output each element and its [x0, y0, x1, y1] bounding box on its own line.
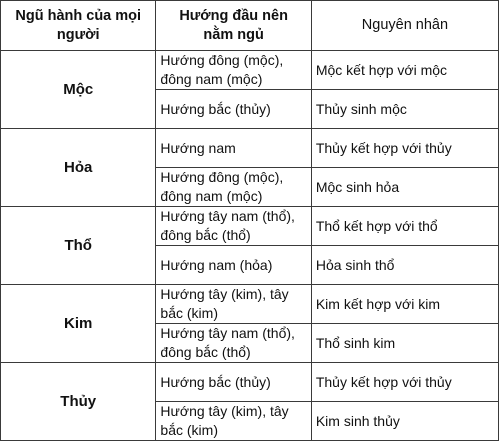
header-reason: Nguyên nhân	[311, 1, 498, 51]
table-header	[1, 1, 499, 51]
reason-cell: Hỏa sinh thổ	[311, 246, 498, 285]
direction-cell: Hướng bắc (thủy)	[156, 90, 311, 129]
reason-cell: Thổ kết hợp với thổ	[311, 207, 498, 246]
direction-cell: Hướng tây nam (thổ), đông bắc (thổ)	[156, 324, 311, 363]
reason-cell: Thủy kết hợp với thủy	[311, 363, 498, 402]
direction-cell: Hướng tây (kim), tây bắc (kim)	[156, 402, 311, 441]
header-direction: Hướng đầu nên nằm ngủ	[156, 1, 311, 51]
reason-cell: Thủy kết hợp với thủy	[311, 129, 498, 168]
table-row	[1, 285, 499, 324]
reason-cell: Kim sinh thủy	[311, 402, 498, 441]
reason-cell: Mộc kết hợp với mộc	[311, 51, 498, 90]
header-element: Ngũ hành của mọi người	[1, 1, 156, 51]
direction-cell: Hướng nam (hỏa)	[156, 246, 311, 285]
element-cell-kim: Kim	[1, 285, 156, 363]
reason-cell: Mộc sinh hỏa	[311, 168, 498, 207]
direction-cell: Hướng tây nam (thổ), đông bắc (thổ)	[156, 207, 311, 246]
direction-cell: Hướng nam	[156, 129, 311, 168]
reason-cell: Kim kết hợp với kim	[311, 285, 498, 324]
table-row	[1, 207, 499, 246]
direction-cell: Hướng đông (mộc), đông nam (mộc)	[156, 168, 311, 207]
direction-cell: Hướng bắc (thủy)	[156, 363, 311, 402]
element-cell-hoa: Hỏa	[1, 129, 156, 207]
element-cell-moc: Mộc	[1, 51, 156, 129]
reason-cell: Thổ sinh kim	[311, 324, 498, 363]
direction-cell: Hướng đông (mộc), đông nam (mộc)	[156, 51, 311, 90]
header-row	[1, 1, 499, 51]
table-body	[1, 51, 499, 441]
direction-cell: Hướng tây (kim), tây bắc (kim)	[156, 285, 311, 324]
table-row	[1, 129, 499, 168]
table-row	[1, 51, 499, 90]
element-cell-thuy: Thủy	[1, 363, 156, 441]
element-cell-tho: Thổ	[1, 207, 156, 285]
table-row	[1, 363, 499, 402]
reason-cell: Thủy sinh mộc	[311, 90, 498, 129]
